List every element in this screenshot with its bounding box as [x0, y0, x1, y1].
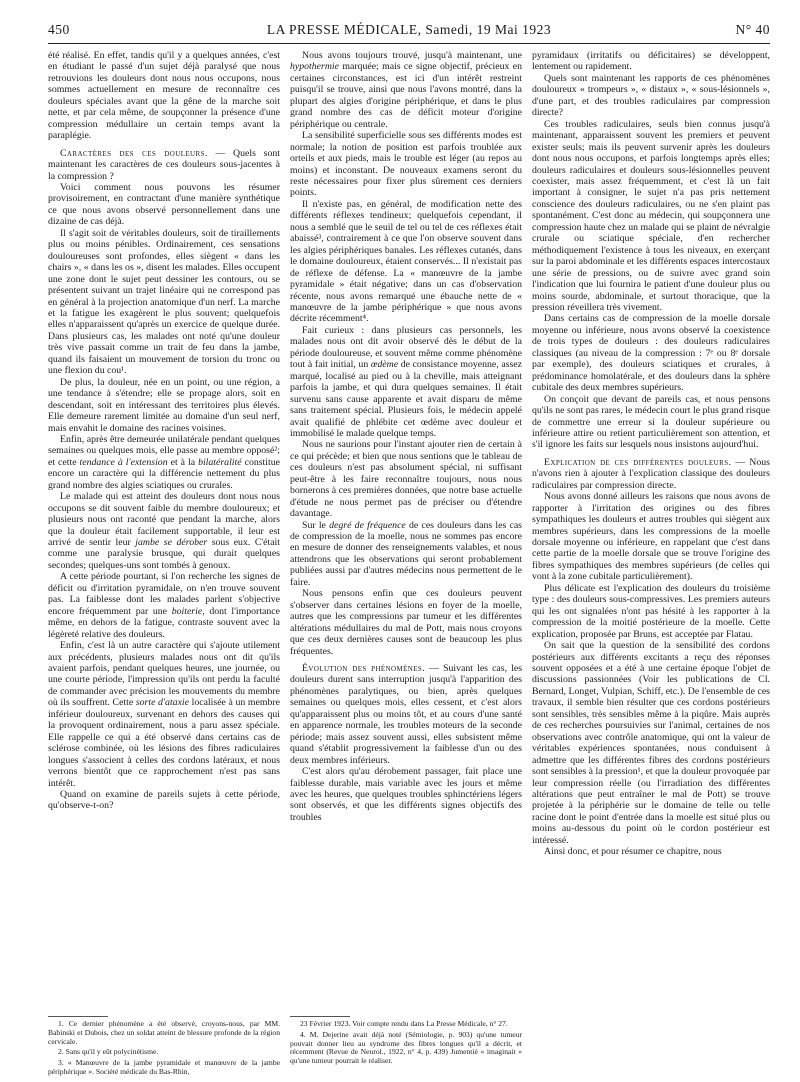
issue-number: N° 40	[735, 22, 770, 37]
paragraph: Nous pensons enfin que ces douleurs peuvent s'observer dans certaines lésions en foyer de la moelle, autres que les compressions par tumeur et les différentes altérations médullaires du mal de Pott, mais nous croyons que ces deux dernières causes sont de beaucoup les plus fréquentes.	[290, 588, 522, 657]
running-header	[48, 22, 770, 40]
paragraph: Ces troubles radiculaires, seuls bien connus jusqu'à maintenant, apparaissent souvent les premiers et peuvent exister seuls; mais ils peuvent survenir après les douleurs dont nous nous occupons, et parfois longtemps après elles; douleurs radiculaires et douleurs sous-lésionnelles peuvent coexister, mais assez fréquemment, et c'est là un fait important à consigner, le sujet n'a pas pris nettement conscience des douleurs radiculaires, ou ne s'en plaint pas spontanément. C'est donc au médecin, qui soupçonnera une compression haute chez un malade qui se plaint de névralgie crurale ou sciatique spéciale, d'en rechercher méthodiquement l'existence à tous les niveaux, en exerçant sur la paroi abdominale et les différents espaces intercostaux une série de pressions, ou de suivre avec grand soin l'indication que lui fournira le patient d'une douleur plus ou moins sourde, abdominale, et surtout thoracique, que la pression réveillera très vivement.	[532, 118, 770, 313]
footnote: 2. Sans qu'il y eût polycinétisme.	[58, 1047, 159, 1057]
paragraph: Le malade qui est atteint des douleurs dont nous nous occupons se dit souvent faible du membre douloureux; et plusieurs nous ont raconté que pendant la marche, alors que la douleur était facilement supportable, il leur est arrivé de sentir leur jambe se dérober sous eux. C'était comme une paralysie brusque, qui durait quelques secondes; quelques-uns sont tombés à genoux.	[48, 491, 281, 571]
paragraph: Ainsi donc, et pour résumer ce chapitre, nous	[544, 846, 722, 858]
section-heading: Explication de ces différentes douleurs.	[544, 456, 732, 468]
footnotes-col1	[48, 1020, 280, 1079]
footnote: 1. Ce dernier phénomène a été observé, croyons-nous, par MM. Babinski et Dubois, chez un soldat atteint de blessure profonde de la région cervicale.	[48, 1019, 280, 1046]
section-heading: Évolution des phénomènes.	[302, 663, 426, 675]
paragraph: Voici comment nous pouvons les résumer provisoirement, en contractant d'une manière synthétique ce que nous avons observé personnellement dans une dizaine de cas déjà.	[48, 181, 280, 228]
paragraph: été réalisé. En effet, tandis qu'il y a quelques années, c'est en étudiant le passé d'un sujet déjà paralysé que nous retrouvions les douleurs dont nous nous occupons, nous sommes actuellement en mesure de reconnaître ces douleurs spéciales avant que la gêne de la marche soit nette, et par cela même, de soupçonner la présence d'une compression médullaire un certain temps avant la paraplégie.	[48, 50, 280, 142]
paragraph: Enfin, après être demeurée unilatérale pendant quelques semaines ou quelques mois, elle passe au membre opposé²; et cette tendance à l'extension et à la bilatéralité constitue encore un caractère qui la différencie nettement du plus grand nombre des algies sciatiques ou crurales.	[48, 433, 280, 491]
paragraph: Il s'agit soit de véritables douleurs, soit de tiraillements plus ou moins pénibles. Ordinairement, ces sensations douloureuses sont profondes, elles siègent « dans les chairs », « dans les os », disent les malades. Elles occupent une zone dont le sujet peut dessiner les contours, ou se présentent suivant un trajet linéaire qui ne correspond pas en général à la projection anatomique d'un nerf. La marche et la fatigue les exagèrent le plus souvent; quelquefois elles n'apparaissent qu'après un exercice de quelque durée. Dans plusieurs cas, les malades ont noté qu'une douleur très vive passait comme un trait de feu dans la jambe, quand ils faisaient un mouvement de torsion du tronc ou une flexion du cou¹.	[48, 227, 280, 377]
paragraph: On conçoit que devant de pareils cas, et nous pensons qu'ils ne sont pas rares, le médecin court le plus grand risque de commettre une erreur si la douleur supérieure ou inférieure attire ou retient particulièrement son attention, et s'il ignore les faits sur lesquels nous insistons aujourd'hui.	[532, 393, 770, 451]
footnote-rule	[290, 1016, 350, 1017]
footnote: 23 Février 1923. Voir compte rendu dans La Presse Médicale, n° 27.	[300, 1019, 508, 1028]
journal-title: LA PRESSE MÉDICALE, Samedi, 19 Mai 1923	[266, 22, 552, 37]
footnote: 3. « Manœuvre de la jambe pyramidale et manœuvre de la jambe périphérique ». Société médicale du Bas-Rhin,	[48, 1058, 280, 1076]
paragraph: C'est alors qu'au dérobement passager, fait place une faiblesse durable, mais variable avec les jours et même avec les heures, que quelques troubles sphinctériens légers sont observés, et que les différents signes objectifs des troubles	[290, 766, 522, 823]
paragraph: Sur le degré de fréquence de ces douleurs dans les cas de compression de la moelle, nous ne sommes pas encore en mesure de donner des renseignements valables, et nous attendrons que les observations qui seront probablement publiées aussi par d'autres médecins nous permettent de le faire.	[290, 519, 522, 588]
paragraph: Caractères des ces douleurs. — Quels sont maintenant les caractères de ces douleurs sous-jacentes à la compression ?	[48, 147, 280, 182]
paragraph: Enfin, c'est là un autre caractère qui s'ajoute utilement aux précédents, plusieurs malades nous ont dit qu'ils avaient parfois, pendant quelques heures, une journée, ou une courte période, l'impression qu'ils ont perdu la faculté de commander avec précision les mouvements du membre où ils souffrent. Cette sorte d'ataxie localisée à un membre inférieur douloureux, survenant en dehors des causes qui la provoquent ordinairement, nous a paru assez spéciale. Elle rappelle ce qui a été observé dans certains cas de sclérose combinée, où les lésions des fibres radiculaires longues s'associent à celles des cordons latéraux, et nous verrons bientôt que ce rapprochement n'est pas sans intérêt.	[48, 640, 280, 789]
paragraph: Explication de ces différentes douleurs. — Nous n'avons rien à ajouter à l'explication classique des douleurs radiculaires par compression directe.	[532, 456, 770, 491]
footnotes-col2	[290, 1020, 522, 1068]
paragraph: Nous avons toujours trouvé, jusqu'à maintenant, une hypothermie marquée; mais ce signe objectif, précieux en certaines circonstances, est ici d'un intérêt restreint puisqu'il se trouve, ainsi que nous l'avons montré, dans la plupart des algies d'origine périphérique, et dans le plus grand nombre des cas de déficit moteur d'origine périphérique ou centrale.	[290, 50, 522, 130]
paragraph: Quand on examine de pareils sujets à cette période, qu'observe-t-on?	[48, 789, 280, 812]
column-3	[532, 50, 770, 858]
paragraph: Fait curieux : dans plusieurs cas personnels, les malades nous ont dit avoir observé dès le début de la période douloureuse, et souvent même comme phénomène tout à fait initial, un œdème de consistance moyenne, assez marqué, localisé au pied ou à la cheville, mais atteignant parfois la jambe, et qui dura quelques semaines. Il était survenu sans cause apparente et avait disparu de même sans traitement spécial. Plusieurs fois, le médecin appelé avait qualifié de phlébite cet œdème avec douleur et immobilisé le malade quelque temps.	[290, 324, 522, 439]
paragraph: Évolution des phénomènes. — Suivant les cas, les douleurs durent sans interruption jusqu'à l'apparition des phénomènes paralytiques, ou bien, après quelques semaines ou quelques mois, elles cessent, et c'est alors qu'apparaissent plus ou moins tôt, et au cours d'une santé en apparence normale, les troubles moteurs de la seconde période; mais assez souvent aussi, elles subsistent même quand s'établit progressivement la faiblesse d'un ou des deux membres inférieurs.	[290, 663, 523, 766]
paragraph: Il n'existe pas, en général, de modification nette des différents réflexes tendineux; quelquefois cependant, il nous a semblé que le seuil de tel ou tel de ces réflexes était abaissé³, contrairement à ce que l'on observe souvent dans les algies périphériques banales. Les réflexes cutanés, dans le domaine douloureux, étaient conservés... Il n'existait pas de réflexe de défense. La « manœuvre de la jambe pyramidale » était négative; dans un cas d'observation récente, nous avons remarqué une ébauche nette de « manœuvre de la jambe périphérique » que nous avons décrite récemment⁴.	[290, 198, 522, 325]
column-1	[48, 50, 280, 812]
paragraph: De plus, la douleur, née en un point, ou une région, a une tendance à s'étendre; elle se propage alors, soit en descendant, soit en intéressant des territoires plus élevés. Elle demeure rarement limitée au domaine d'un seul nerf, mais envahit le domaine des racines voisines.	[48, 376, 280, 434]
paragraph: A cette période pourtant, si l'on recherche les signes de déficit ou d'irritation pyramidale, on n'en trouve souvent pas. La faiblesse dont les malades parlent s'objective encore fréquemment par une boiterie, dont l'importance même, en dehors de la fatigue, contraste souvent avec la légèreté relative des douleurs.	[48, 571, 280, 640]
paragraph: Plus délicate est l'explication des douleurs du troisième type : des douleurs sous-compressives. Les premiers auteurs qui les ont signalées n'ont pas hésité à les rapporter à la compression de la moitié postérieure de la moelle. Cette explication, proposée par Bruns, est acceptée par Flatau.	[532, 582, 770, 640]
paragraph: Quels sont maintenant les rapports de ces phénomènes douloureux « trompeurs », « distaux », « sous-lésionnels », d'une part, et des troubles radiculaires par compression directe?	[532, 72, 770, 119]
paragraph: Nous ne saurions pour l'instant ajouter rien de certain à ce qui précède; et bien que nous sentions que le tableau de ces douleurs n'est pas absolument spécial, ni suffisant peut-être à les faire reconnaître toujours, nous nous bornerons à ces premières données, que notre base actuelle d'étude ne nous permet pas de préciser ou d'étendre davantage.	[290, 439, 522, 520]
page-number: 450	[48, 22, 70, 37]
paragraph: pyramidaux (irritatifs ou déficitaires) se développent, lentement ou rapidement.	[532, 50, 770, 73]
paragraph: La sensibilité superficielle sous ses différents modes est normale; la notion de position est parfois troublée aux orteils et aux pieds, mais le trouble est léger (au repos au moins) et inconstant. De nouveaux examens seront du reste nécessaires pour fixer plus sûrement ces derniers points.	[290, 130, 522, 199]
paragraph: On sait que la question de la sensibilité des cordons postérieurs aux différents excitants a reçu des réponses souvent opposées et a été à une certaine époque l'objet de discussions passionnées (Voir les publications de Cl. Bernard, Longet, Vulpian, Schiff, etc.). De l'ensemble de ces travaux, il semble bien résulter que ces cordons postérieurs sont sensibles, très sensibles même à la piqûre. Mais auprès de ces recherches poursuivies sur l'animal, certaines de nos observations avec contrôle anatomique, qui ont la valeur de véritables expériences spontanées, nous conduisent à admettre que les différentes fibres des cordons postérieurs sont sensibles à la pression¹, et que la douleur provoquée par leur compression réelle (ou l'irradiation des différentes altérations que peut entraîner le mal de Pott) se trouve projetée à la périphérie sur le domaine de telle ou telle racine dont le point d'entrée dans la moelle est situé plus ou moins au-dessous du point où le cordon postérieur est intéressé.	[532, 640, 770, 846]
column-2	[290, 50, 522, 823]
paragraph: Nous avons donné ailleurs les raisons que nous avons de rapporter à l'irritation des origines ou des fibres sympathiques les douleurs et autres troubles qui siègent aux membres supérieurs, dans les compressions de la moelle dorsale moyenne ou inférieure, en rappelant que c'est dans cette partie de la moelle dorsale que se trouve l'origine des fibres sympathiques des membres supérieurs (de celles qui vont à la zone cubitale particulièrement).	[532, 491, 770, 583]
footnote: 4. M. Dejerine avait déjà noté (Sémiologie, p. 903) qu'une tumeur pouvait donner lieu au syndrome des fibres longues qu'il a décrit, et récemment (Revue de Neurol., 1922, n° 4, p. 439) Jumentié « imaginait » qu'une tumeur pourrait le réaliser.	[290, 1029, 522, 1066]
header-rule	[48, 43, 770, 44]
section-heading: Caractères des ces douleurs.	[60, 147, 208, 159]
paragraph: Dans certains cas de compression de la moelle dorsale moyenne ou inférieure, nous avons observé la coexistence de trois types de douleurs : des douleurs radiculaires classiques (au niveau de la compression : 7ᵉ ou 8ᵉ dorsale par exemple), des douleurs sciatiques et crurales, à prédominance homolatérale, et des douleurs dans la sphère cubitale des deux membres supérieurs.	[532, 313, 770, 394]
footnote-rule	[48, 1016, 108, 1017]
